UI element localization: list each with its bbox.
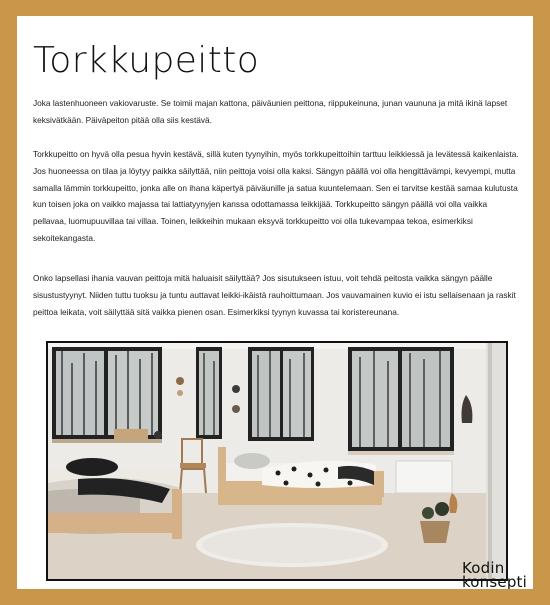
logo-line-2: konsepti (461, 573, 527, 589)
paragraph-care: Torkkupeitto on hyvä olla pesua hyvin kestävä, sillä kuten tyynyihin, myös torkkupeittoihin tarttuu leikkiessä ja levätessä kaikenlaista. Jos huoneessa on tilaa ja löytyy paikka säilyttää, niin peittoja voisi olla kaksi. Sängyn päällä voi olla hengittävämpi, kevyempi, mutta samalla lämmin torkkupeitto, jonka alle on ihana käpertyä päiväunille ja satua kuuntelemaan. Sen ei tarvitse kestää samaa kulutusta kun toisen joka on vaikko majassa tai lattiatyynyjen kanssa odottamassa leikkijää. Torkkupeitto sängyn päällä voi olla vaikka pellavaa, luomupuuvillaa tai villaa. Toinen, leikkeihin mukaan eksyvä torkkupeitto voi olla tukevampaa tekoa, esimerkiksi sekoitekangasta. (33, 149, 519, 243)
brand-logo (462, 561, 527, 589)
logo-line-1: Kodin (461, 559, 505, 577)
bedroom-illustration (48, 343, 506, 579)
paragraph-baby-blankets: Onko lapsellasi ihania vauvan peittoja mitä haluaisit säilyttää? Jos sisutukseen istuu, voit tehdä peitosta vaikka sängyn päälle sisustustyynyt. Niiden tuttu tuoksu ja tuntu auttavat leikki-ikäistä rauhoittumaan. Jos vauvamainen kuvio ei istu sellaisenaan ja raskit peittoa leikata, voit säilyttää sitä vaikka pienen osan. Esimerkiksi tyynyn kuvassa tai koristereunana. (33, 273, 516, 317)
article-page (17, 16, 533, 589)
bedroom-photo (46, 341, 508, 581)
paragraph-intro: Joka lastenhuoneen vakiovaruste. Se toimii majan kattona, päiväunien peittona, riippukeinuna, junan vaununa ja mitä ikinä lapset keksivätkään. Päiväpeiton pitää olla siis kestävä. (33, 98, 508, 125)
article-title: Torkkupeitto (33, 40, 260, 81)
